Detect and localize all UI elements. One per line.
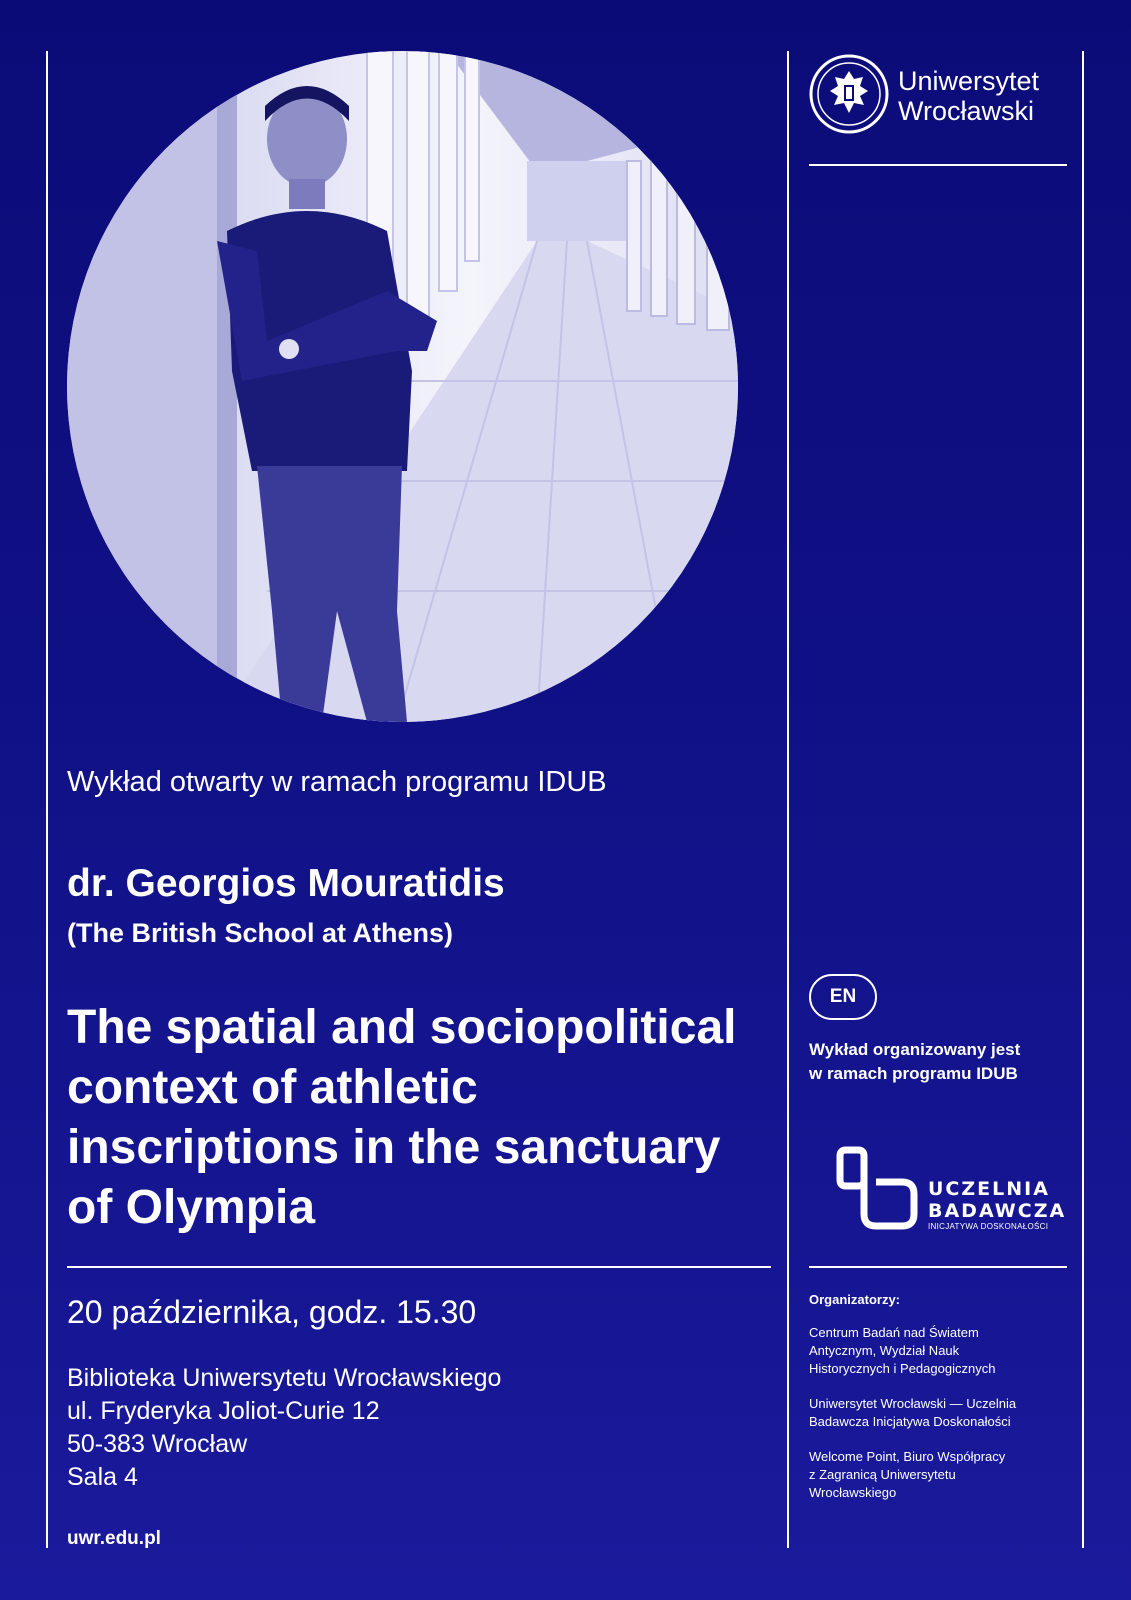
language-badge: EN [809,974,877,1020]
website-link[interactable]: uwr.edu.pl [67,1528,161,1549]
speaker-name: dr. Georgios Mouratidis [67,862,505,905]
speaker-photo-illustration [67,51,738,722]
organizer-item [809,1448,1005,1502]
organizer-item [809,1395,1016,1431]
university-name-line1: Uniwersytet [898,66,1040,96]
university-crest-icon [808,53,890,135]
idub-logo-line2: BADAWCZA [928,1200,1067,1222]
left-border-line [46,51,48,1548]
venue-line: Biblioteka Uniwersytetu Wrocławskiego [67,1364,502,1392]
venue-line: 50-383 Wrocław [67,1430,248,1458]
event-venue [67,1362,501,1494]
idub-logo-icon [832,1146,920,1232]
program-note-line: w ramach programu IDUB [809,1064,1018,1083]
organizers-divider-line [809,1266,1067,1268]
lecture-title: The spatial and sociopolitical context of athletic inscriptions in the sanctuary of Olympia [67,1001,737,1234]
university-logo-text [898,66,1039,126]
organizer-line: z Zagranicą Uniwersytetu [809,1467,956,1482]
organizer-line: Wrocławskiego [809,1485,897,1500]
organizer-line: Welcome Point, Biuro Współpracy [809,1449,1006,1464]
program-note [809,1038,1020,1086]
idub-logo-subtext: INICJATYWA DOSKONAŁOŚCI [928,1222,1049,1231]
logo-divider-line [809,164,1067,166]
organizers-heading: Organizatorzy: [809,1292,901,1307]
idub-logo-line1: UCZELNIA [928,1178,1050,1200]
organizer-line: Badawcza Inicjatywa Doskonałości [809,1414,1011,1429]
university-name-line2: Wrocławski [898,96,1035,126]
venue-line: Sala 4 [67,1463,138,1491]
organizer-line: Centrum Badań nad Światem [809,1325,979,1340]
event-datetime: 20 października, godz. 15.30 [67,1294,477,1330]
organizer-item [809,1324,995,1378]
organizer-line: Antycznym, Wydział Nauk [809,1343,960,1358]
event-subtitle: Wykład otwarty w ramach programu IDUB [67,766,607,798]
organizer-line: Historycznych i Pedagogicznych [809,1361,996,1376]
title-divider-line [67,1266,771,1268]
speaker-affiliation: (The British School at Athens) [67,918,454,948]
idub-logo-text [928,1178,1066,1222]
speaker-photo [67,51,738,722]
right-border-line [1082,51,1084,1548]
middle-divider-line [787,51,789,1548]
program-note-line: Wykład organizowany jest [809,1040,1021,1059]
venue-line: ul. Fryderyka Joliot-Curie 12 [67,1397,380,1425]
organizer-line: Uniwersytet Wrocławski — Uczelnia [809,1396,1017,1411]
